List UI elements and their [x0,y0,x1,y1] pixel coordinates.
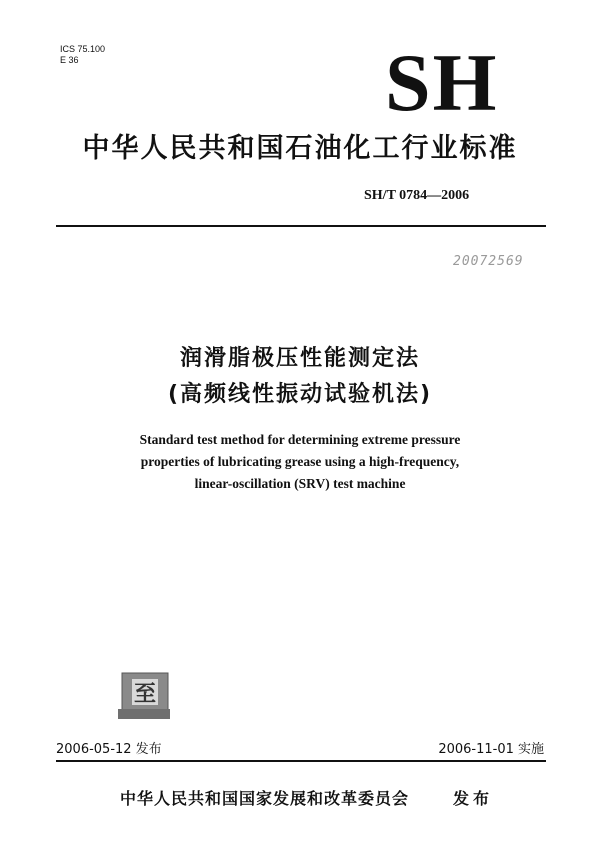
industry-standard-title: 中华人民共和国石油化工行业标准 [82,133,518,164]
handwritten-note: 20072569 [453,254,524,269]
footer-divider [56,760,546,762]
ccs-code: E 36 [60,55,79,65]
standard-number: SH/T 0784—2006 [364,188,470,203]
publisher-name: 中华人民共和国国家发展和改革委员会 [120,789,410,808]
implementation-date: 2006-11-01 实施 [438,742,544,757]
english-title-line-1: Standard test method for determining extreme pressure [139,432,461,447]
english-title-line-3: linear-oscillation (SRV) test machine [194,476,406,491]
chinese-title-line-1: 润滑脂极压性能测定法 [179,346,420,371]
library-stamp [116,671,172,721]
chinese-title-line-2: (高频线性振动试验机法) [167,382,433,407]
stamp-graphic [116,671,172,721]
english-title [0,429,600,495]
ics-code: ICS 75.100 [60,44,106,54]
stamp-glyph: 至 [133,682,157,707]
sh-logo: SH [385,37,499,128]
classification-codes [60,44,105,66]
issue-date: 2006-05-12 发布 [56,742,162,757]
english-title-line-2: properties of lubricating grease using a high-frequency, [140,454,460,469]
header-divider [56,225,546,227]
publish-verb: 发布 [453,789,494,808]
